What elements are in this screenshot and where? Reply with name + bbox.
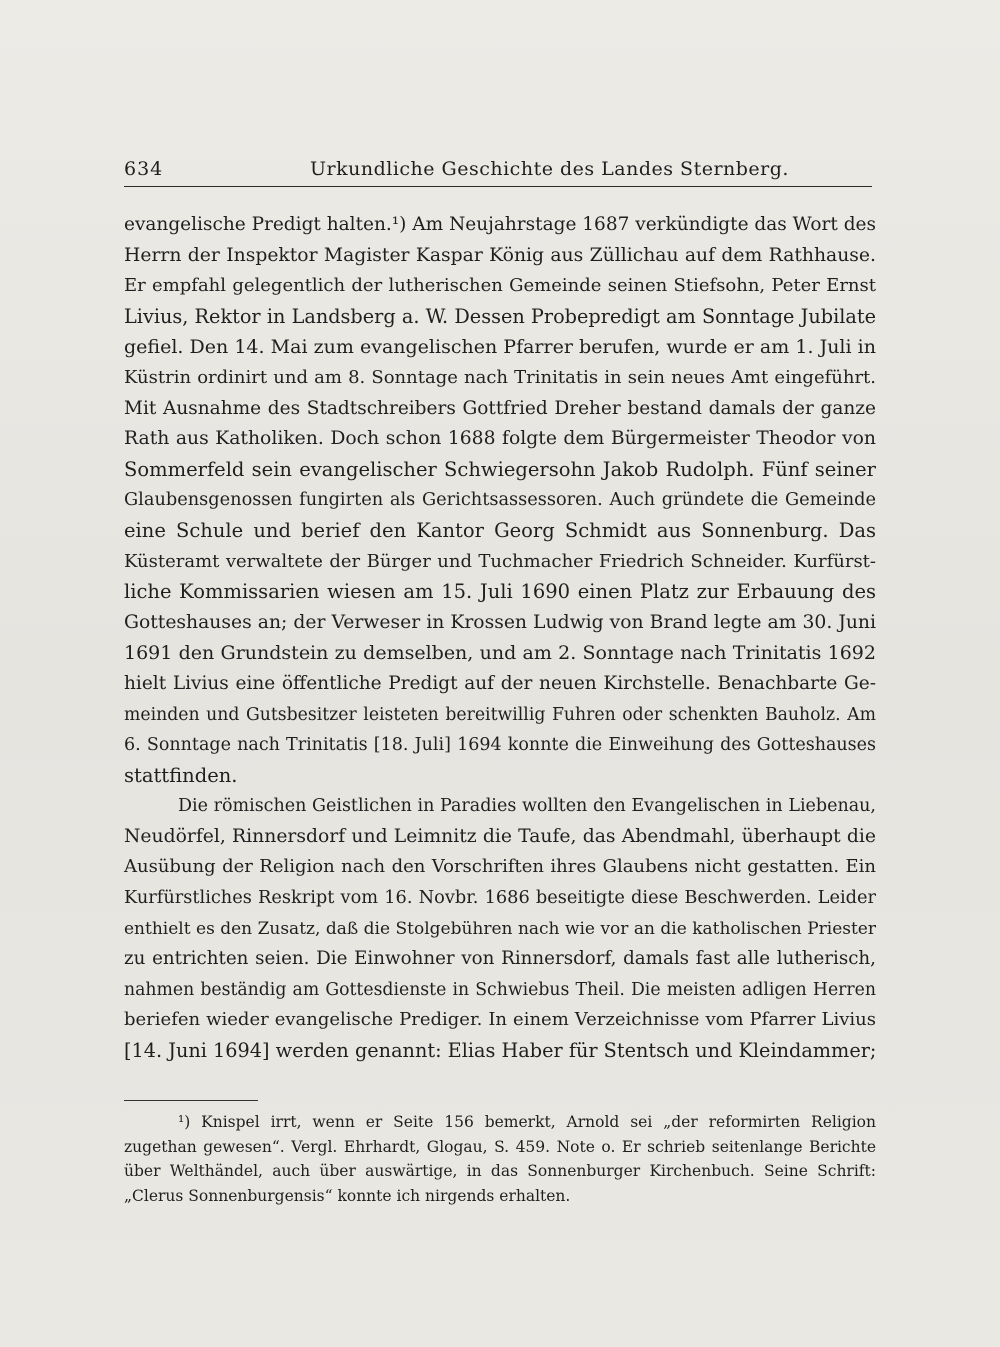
text-line: eine Schule und berief den Kantor Georg Schmidt aus Sonnenburg. Das — [124, 518, 876, 542]
text-line: Küsteramt verwaltete der Bürger und Tuchmacher Friedrich Schneider. Kurfürst- — [124, 550, 876, 572]
text-line: Rath aus Katholiken. Doch schon 1688 folgte dem Bürgermeister Theodor von — [124, 428, 876, 450]
footnote-line: zugethan gewesen“. Vergl. Ehrhardt, Glogau, S. 459. Note o. Er schrieb seitenlange Berichte — [124, 1137, 876, 1156]
text-line: stattfinden. — [124, 763, 238, 787]
text-line: Livius, Rektor in Landsberg a. W. Dessen Probepredigt am Sonntage Jubilate — [124, 304, 876, 328]
footnotes — [124, 1110, 876, 1208]
text-line: evangelische Predigt halten.¹) Am Neujahrstage 1687 verkündigte das Wort des — [124, 214, 876, 235]
header-rule — [124, 186, 872, 187]
text-line: Sommerfeld sein evangelischer Schwiegersohn Jakob Rudolph. Fünf seiner — [124, 457, 876, 481]
footnote-rule — [124, 1100, 258, 1101]
text-line: 6. Sonntage nach Trinitatis [18. Juli] 1694 konnte die Einweihung des Gotteshauses — [124, 735, 876, 756]
footnote-line: über Welthändel, auch über auswärtige, in das Sonnenburger Kirchenbuch. Seine Schrift: — [124, 1162, 876, 1180]
text-line: beriefen wieder evangelische Prediger. In einem Verzeichnisse vom Pfarrer Livius — [124, 1009, 876, 1031]
text-line: hielt Livius eine öffentliche Predigt auf der neuen Kirchstelle. Benachbarte Ge- — [124, 672, 876, 694]
text-line: Herrn der Inspektor Magister Kaspar König aus Züllichau auf dem Rathhause. — [124, 244, 876, 266]
text-line: Die römischen Geistlichen in Paradies wollten den Evangelischen in Liebenau, — [178, 796, 876, 817]
text-line: enthielt es den Zusatz, daß die Stolgebühren nach wie vor an die katholischen Priester — [124, 918, 876, 939]
paragraph-2 — [124, 791, 876, 1066]
text-line: Kurfürstliches Reskript vom 16. Novbr. 1686 beseitigte diese Beschwerden. Leider — [124, 888, 876, 909]
footnote-line: ¹) Knispel irrt, wenn er Seite 156 bemerkt, Arnold sei „der reformirten Religion — [178, 1113, 876, 1131]
text-line: Ausübung der Religion nach den Vorschriften ihres Glaubens nicht gestatten. Ein — [124, 856, 876, 878]
text-line: 1691 den Grundstein zu demselben, und am 2. Sonntage nach Trinitatis 1692 — [124, 642, 876, 665]
page-number: 634 — [124, 158, 164, 180]
text-line: Glaubensgenossen fungirten als Gerichtsassessoren. Auch gründete die Gemeinde — [124, 490, 876, 511]
text-line: Mit Ausnahme des Stadtschreibers Gottfried Dreher bestand damals der ganze — [124, 397, 876, 419]
page-header — [124, 156, 872, 186]
footnote-line: „Clerus Sonnenburgensis“ konnte ich nirgends erhalten. — [124, 1186, 571, 1205]
text-line: [14. Juni 1694] werden genannt: Elias Haber für Stentsch und Kleindammer; — [124, 1039, 877, 1063]
body-text — [124, 210, 876, 1067]
text-line: liche Kommissarien wiesen am 15. Juli 1690 einen Platz zur Erbauung des — [124, 580, 876, 604]
paragraph-1 — [124, 210, 876, 791]
text-line: meinden und Gutsbesitzer leisteten bereitwillig Fuhren oder schenkten Bauholz. Am — [124, 704, 876, 725]
text-line: Gotteshauses an; der Verweser in Krossen Ludwig von Brand legte am 30. Juni — [124, 611, 876, 633]
text-line: gefiel. Den 14. Mai zum evangelischen Pfarrer berufen, wurde er am 1. Juli in — [124, 336, 876, 359]
text-line: Küstrin ordinirt und am 8. Sonntage nach Trinitatis in sein neues Amt eingeführt. — [124, 366, 876, 388]
running-title: Urkundliche Geschichte des Landes Sternberg. — [310, 158, 789, 180]
text-line: Er empfahl gelegentlich der lutherischen Gemeinde seinen Stiefsohn, Peter Ernst — [124, 275, 876, 297]
text-line: nahmen beständig am Gottesdienste in Schwiebus Theil. Die meisten adligen Herren — [124, 979, 876, 1000]
text-line: zu entrichten seien. Die Einwohner von Rinnersdorf, damals fast alle lutherisch, — [124, 948, 876, 970]
text-line: Neudörfel, Rinnersdorf und Leimnitz die Taufe, das Abendmahl, überhaupt die — [124, 825, 876, 847]
